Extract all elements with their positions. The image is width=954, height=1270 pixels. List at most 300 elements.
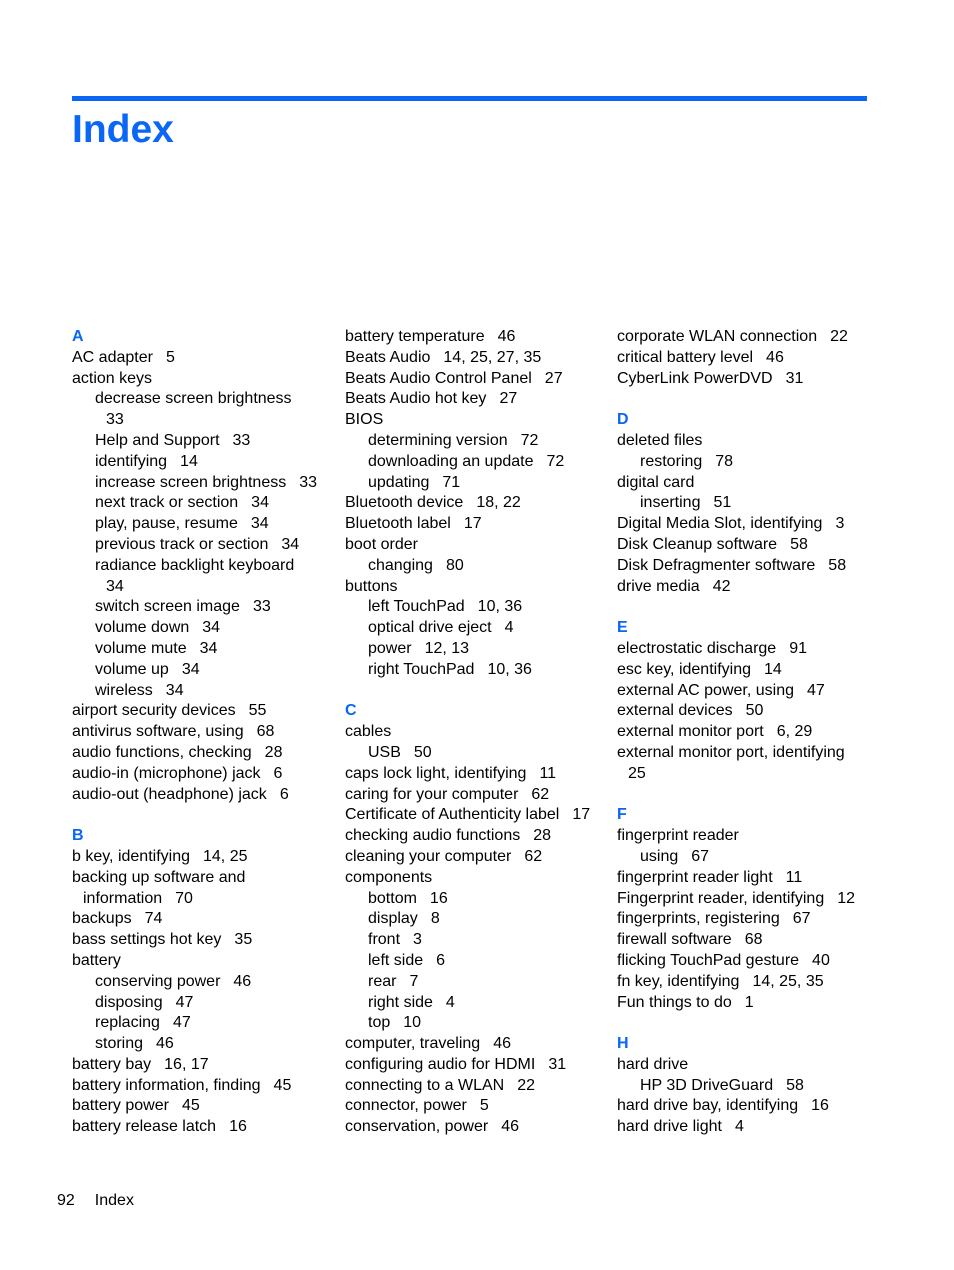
index-letter-heading: D: [617, 411, 629, 429]
index-page-ref: 46: [493, 1035, 511, 1053]
index-page-ref: 27: [544, 369, 563, 387]
index-page-ref: 31: [785, 369, 804, 387]
index-page-ref: 6, 29: [776, 723, 813, 741]
index-page-ref: 80: [445, 556, 464, 574]
index-entry: [345, 785, 607, 806]
index-term: external monitor port, identifying: [617, 743, 845, 761]
index-page-ref: 47: [807, 681, 825, 699]
index-term: play, pause, resume: [95, 515, 238, 533]
index-page-ref: 67: [792, 910, 811, 928]
index-page-ref: 16, 17: [164, 1055, 209, 1073]
index-page-ref: 72: [546, 452, 565, 470]
index-term: volume down: [95, 619, 190, 637]
page-footer: [57, 1191, 134, 1211]
index-subentry: [345, 452, 607, 473]
index-page-ref: 3: [413, 931, 422, 949]
index-subentry: [72, 993, 334, 1014]
index-subentry: [617, 493, 879, 514]
index-entry: [617, 930, 879, 951]
index-page-ref: 16: [811, 1097, 829, 1115]
index-page-ref: 28: [264, 743, 283, 761]
index-page-ref: 10, 36: [487, 660, 532, 678]
index-subentry: [345, 556, 607, 577]
index-term: flicking TouchPad gesture: [617, 951, 800, 969]
index-page-ref: 33: [232, 431, 251, 449]
index-term: USB: [368, 743, 401, 761]
index-entry: [617, 909, 879, 930]
index-entry: [617, 972, 879, 993]
index-term: determining version: [368, 431, 508, 449]
index-page-ref: 16: [429, 889, 448, 907]
index-letter-heading: C: [345, 702, 357, 720]
index-entry: [617, 556, 879, 577]
index-term: optical drive eject: [368, 619, 492, 637]
index-entry: [72, 951, 334, 972]
index-term: corporate WLAN connection: [617, 328, 818, 345]
index-term: battery temperature: [345, 328, 485, 345]
index-subentry: [72, 618, 334, 639]
index-column-1: [72, 327, 334, 1138]
index-page-ref: 1: [744, 993, 754, 1011]
index-page-ref: 47: [172, 1014, 191, 1032]
index-term: airport security devices: [72, 702, 236, 720]
index-entry: [345, 1076, 607, 1097]
index-term: battery bay: [72, 1055, 152, 1073]
index-term: Fun things to do: [617, 993, 732, 1011]
index-page-ref: 34: [165, 681, 184, 699]
index-term: inserting: [640, 494, 701, 512]
index-entry: [72, 930, 334, 951]
index-term: power: [368, 639, 412, 657]
index-letter-heading: F: [617, 806, 627, 824]
index-subentry: [72, 431, 334, 452]
index-term: right side: [368, 993, 433, 1011]
index-page-ref: 68: [256, 723, 275, 741]
index-entry: [617, 681, 879, 702]
index-page-ref: 28: [533, 827, 552, 845]
index-subentry: [345, 618, 607, 639]
index-subentry: [345, 909, 607, 930]
index-page-ref: 50: [745, 702, 764, 720]
index-page-ref: 35: [234, 931, 253, 949]
index-term: drive media: [617, 577, 700, 595]
index-page-ref: 11: [539, 764, 557, 782]
index-entry: [345, 1117, 607, 1138]
index-page-ref: 4: [445, 993, 455, 1011]
index-page-ref: 71: [442, 473, 461, 491]
index-page-ref: 6: [436, 951, 446, 969]
index-page-ref: 14, 25, 27, 35: [443, 348, 542, 366]
index-entry: [617, 514, 879, 535]
index-entry: [345, 826, 607, 847]
index-term: downloading an update: [368, 452, 534, 470]
index-subentry: [617, 847, 879, 868]
index-entry: [345, 369, 607, 390]
index-entry: [617, 327, 879, 348]
index-column-3: [617, 327, 879, 1138]
index-page-ref: 14, 25: [203, 847, 248, 865]
index-subentry: [345, 431, 607, 452]
index-term: using: [640, 847, 679, 865]
index-term: firewall software: [617, 931, 732, 949]
index-page-ref: 55: [248, 702, 267, 720]
index-term: audio-out (headphone) jack: [72, 785, 267, 803]
index-entry: [72, 1076, 334, 1097]
index-term: b key, identifying: [72, 847, 190, 865]
index-term: changing: [368, 556, 433, 574]
index-subentry: [345, 660, 607, 681]
index-term: Bluetooth device: [345, 494, 464, 512]
index-page-ref: 6: [273, 764, 283, 782]
index-term: electrostatic discharge: [617, 639, 777, 657]
index-term: fingerprint reader light: [617, 868, 773, 886]
index-term: restoring: [640, 452, 703, 470]
index-entry: [617, 722, 879, 743]
index-page-ref: 51: [713, 494, 732, 512]
index-subentry: [345, 743, 607, 764]
index-term: conserving power: [95, 972, 221, 990]
index-entry: [345, 493, 607, 514]
index-entry: [617, 369, 879, 390]
index-page-ref: 70: [175, 889, 193, 907]
index-term: battery power: [72, 1097, 169, 1115]
index-letter-heading: H: [617, 1035, 629, 1053]
index-page-ref: 17: [463, 515, 482, 533]
index-subentry: [345, 473, 607, 494]
index-entry: [617, 473, 879, 494]
index-entry: [617, 1096, 879, 1117]
index-page-ref: 68: [744, 931, 763, 949]
index-page-ref: 10, 36: [477, 598, 523, 616]
index-page-ref: 74: [144, 910, 163, 928]
index-page-ref: 14, 25, 35: [752, 972, 824, 990]
index-term: conservation, power: [345, 1118, 489, 1136]
index-term: updating: [368, 473, 430, 491]
index-subentry: [72, 535, 334, 556]
index-term: volume mute: [95, 639, 187, 657]
index-page-ref: 58: [786, 1076, 804, 1094]
index-page-ref: 67: [691, 847, 710, 865]
index-term: backing up software and: [72, 868, 246, 886]
index-page-ref: 46: [501, 1118, 519, 1136]
index-page-ref: 7: [409, 972, 419, 990]
index-entry: [72, 722, 334, 743]
index-page-ref: 12, 13: [424, 639, 470, 657]
index-page-ref: 5: [165, 348, 175, 366]
index-term: left side: [368, 951, 424, 969]
index-page-ref: 8: [430, 910, 440, 928]
index-entry: [617, 1117, 879, 1138]
index-entry: [345, 514, 607, 535]
index-page-ref: 4: [734, 1118, 744, 1136]
index-term: HP 3D DriveGuard: [640, 1076, 774, 1094]
index-page-ref: 31: [548, 1055, 567, 1073]
index-term: hard drive bay, identifying: [617, 1097, 799, 1115]
index-entry: [345, 577, 607, 598]
index-page-ref: 22: [517, 1076, 535, 1094]
index-term: storing: [95, 1035, 144, 1053]
index-entry: [345, 847, 607, 868]
index-entry: [617, 639, 879, 660]
index-entry: [345, 389, 607, 410]
index-term: audio-in (microphone) jack: [72, 764, 261, 782]
index-term: display: [368, 910, 418, 928]
index-term: front: [368, 931, 401, 949]
index-subentry: [72, 410, 334, 431]
index-entry: [617, 743, 879, 764]
index-term: switch screen image: [95, 598, 240, 616]
index-page-ref: 33: [299, 473, 318, 491]
index-entry: [345, 535, 607, 556]
index-term: information: [83, 889, 163, 907]
index-term: components: [345, 868, 433, 886]
index-term: identifying: [95, 452, 168, 470]
index-entry: [72, 847, 334, 868]
index-term: computer, traveling: [345, 1035, 481, 1053]
index-entry: [345, 1055, 607, 1076]
index-page-ref: 42: [712, 577, 731, 595]
header-rule: [72, 96, 867, 101]
index-letter-heading: E: [617, 619, 628, 637]
index-entry: [72, 1055, 334, 1076]
index-term: volume up: [95, 660, 169, 678]
index-term: connecting to a WLAN: [345, 1076, 505, 1094]
index-term: connector, power: [345, 1097, 467, 1115]
index-page-ref: 3: [835, 515, 845, 533]
index-term: disposing: [95, 993, 163, 1011]
index-term: battery release latch: [72, 1118, 217, 1136]
index-page-ref: 62: [531, 785, 550, 803]
index-subentry: [617, 452, 879, 473]
index-entry: [345, 722, 607, 743]
index-entry: [617, 764, 879, 785]
index-page-ref: 16: [229, 1118, 247, 1136]
index-page-ref: 62: [524, 847, 543, 865]
index-subentry: [345, 930, 607, 951]
index-entry: [72, 764, 334, 785]
index-term: Fingerprint reader, identifying: [617, 889, 825, 907]
index-term: critical battery level: [617, 348, 754, 366]
index-page-ref: 91: [789, 639, 807, 657]
index-entry: [72, 889, 334, 910]
index-entry: [617, 701, 879, 722]
index-entry: [345, 327, 607, 348]
index-term: Beats Audio hot key: [345, 390, 487, 408]
index-term: decrease screen brightness: [95, 390, 292, 408]
index-page-ref: 18, 22: [476, 494, 521, 512]
index-term: top: [368, 1014, 391, 1032]
index-term: action keys: [72, 369, 153, 387]
index-entry: [617, 826, 879, 847]
index-subentry: [345, 889, 607, 910]
index-term: audio functions, checking: [72, 743, 252, 761]
index-page-ref: 12: [837, 889, 856, 907]
index-page-ref: 40: [812, 951, 830, 969]
index-page-ref: 46: [497, 328, 516, 345]
index-entry: [345, 868, 607, 889]
index-page-ref: 45: [181, 1097, 200, 1115]
index-entry: [345, 764, 607, 785]
index-entry: [72, 369, 334, 390]
index-subentry: [72, 452, 334, 473]
index-page-ref: 34: [250, 515, 269, 533]
index-subentry: [617, 1076, 879, 1097]
index-entry: [72, 1117, 334, 1138]
index-entry: [72, 743, 334, 764]
index-entry: [345, 410, 607, 431]
index-term: caring for your computer: [345, 785, 519, 803]
index-page-ref: 33: [252, 598, 271, 616]
index-subentry: [345, 951, 607, 972]
index-subentry: [72, 493, 334, 514]
index-term: CyberLink PowerDVD: [617, 369, 773, 387]
index-term: Disk Cleanup software: [617, 535, 778, 553]
index-term: Digital Media Slot, identifying: [617, 515, 823, 533]
index-term: caps lock light, identifying: [345, 764, 527, 782]
index-term: radiance backlight keyboard: [95, 556, 295, 574]
index-term: backups: [72, 910, 132, 928]
index-column-2: [345, 327, 607, 1138]
index-page-ref: 4: [504, 619, 514, 637]
index-page-ref: 5: [479, 1097, 489, 1115]
index-page-ref: 17: [572, 806, 591, 824]
index-subentry: [72, 972, 334, 993]
index-term: BIOS: [345, 411, 384, 429]
index-page-ref: 50: [413, 743, 432, 761]
index-subentry: [72, 389, 334, 410]
index-term: previous track or section: [95, 535, 269, 553]
index-page-ref: 34: [199, 639, 218, 657]
index-subentry: [72, 639, 334, 660]
index-page-ref: 58: [828, 556, 847, 574]
index-term: esc key, identifying: [617, 660, 751, 678]
index-term: Disk Defragmenter software: [617, 556, 816, 574]
index-subentry: [72, 473, 334, 494]
index-page-ref: 34: [202, 619, 221, 637]
footer-page-number: 92: [57, 1192, 75, 1209]
index-term: right TouchPad: [368, 660, 475, 678]
index-subentry: [345, 639, 607, 660]
index-term: Bluetooth label: [345, 515, 451, 533]
index-term: fingerprints, registering: [617, 910, 780, 928]
index-term: wireless: [95, 681, 153, 699]
index-term: Certificate of Authenticity label: [345, 806, 560, 824]
index-subentry: [72, 597, 334, 618]
index-term: antivirus software, using: [72, 723, 244, 741]
index-page-ref: 11: [785, 868, 803, 886]
index-term: increase screen brightness: [95, 473, 287, 491]
index-entry: [72, 701, 334, 722]
index-term: next track or section: [95, 494, 239, 512]
index-term: deleted files: [617, 431, 703, 449]
index-entry: [72, 909, 334, 930]
index-page-ref: 33: [106, 411, 124, 429]
index-page-ref: 46: [156, 1035, 174, 1053]
index-term: cables: [345, 723, 392, 741]
index-term: fn key, identifying: [617, 972, 740, 990]
index-term: configuring audio for HDMI: [345, 1055, 536, 1073]
index-term: battery information, finding: [72, 1076, 261, 1094]
index-page-ref: 46: [233, 972, 252, 990]
index-entry: [72, 785, 334, 806]
index-term: digital card: [617, 473, 695, 491]
index-term: external AC power, using: [617, 681, 794, 699]
index-letter-heading: A: [72, 328, 84, 345]
index-page-ref: 34: [181, 660, 200, 678]
index-entry: [617, 868, 879, 889]
index-page-ref: 34: [251, 494, 269, 512]
index-term: replacing: [95, 1014, 160, 1032]
index-page-ref: 58: [790, 535, 808, 553]
index-entry: [617, 348, 879, 369]
index-term: hard drive light: [617, 1118, 722, 1136]
index-entry: [345, 805, 607, 826]
index-term: Beats Audio Control Panel: [345, 369, 532, 387]
index-page-ref: 72: [520, 431, 539, 449]
index-entry: [617, 431, 879, 452]
index-subentry: [72, 1013, 334, 1034]
index-term: battery: [72, 951, 121, 969]
index-page-ref: 47: [175, 993, 194, 1011]
index-subentry: [72, 577, 334, 598]
index-subentry: [345, 972, 607, 993]
index-term: cleaning your computer: [345, 847, 512, 865]
index-entry: [617, 951, 879, 972]
index-term: Beats Audio: [345, 348, 431, 366]
index-entry: [617, 535, 879, 556]
index-term: Help and Support: [95, 431, 220, 449]
index-entry: [617, 660, 879, 681]
page-title: Index: [72, 108, 174, 151]
index-entry: [617, 993, 879, 1014]
index-page-ref: 6: [279, 785, 289, 803]
index-subentry: [345, 993, 607, 1014]
index-term: rear: [368, 972, 397, 990]
index-entry: [72, 348, 334, 369]
index-term: boot order: [345, 535, 418, 553]
index-page-ref: 27: [499, 390, 518, 408]
index-subentry: [72, 1034, 334, 1055]
index-page-ref: 46: [766, 348, 784, 366]
index-subentry: [72, 514, 334, 535]
index-term: hard drive: [617, 1055, 689, 1073]
index-term: bottom: [368, 889, 417, 907]
index-entry: [617, 889, 879, 910]
index-page-ref: 34: [106, 577, 124, 595]
index-page-ref: 45: [273, 1076, 292, 1094]
index-letter-heading: B: [72, 827, 84, 845]
index-entry: [617, 1055, 879, 1076]
index-term: AC adapter: [72, 348, 153, 366]
index-subentry: [72, 660, 334, 681]
index-term: buttons: [345, 577, 398, 595]
index-term: left TouchPad: [368, 598, 465, 616]
index-term: bass settings hot key: [72, 931, 222, 949]
footer-label: Index: [94, 1192, 134, 1209]
index-page-ref: 25: [628, 764, 646, 782]
index-subentry: [345, 1013, 607, 1034]
index-page-ref: 78: [715, 452, 734, 470]
index-page-ref: 22: [830, 328, 848, 345]
index-page-ref: 14: [180, 452, 198, 470]
index-entry: [617, 577, 879, 598]
index-entry: [345, 1096, 607, 1117]
index-page-ref: 14: [764, 660, 782, 678]
index-subentry: [72, 681, 334, 702]
index-subentry: [345, 597, 607, 618]
index-entry: [345, 1034, 607, 1055]
index-entry: [72, 1096, 334, 1117]
